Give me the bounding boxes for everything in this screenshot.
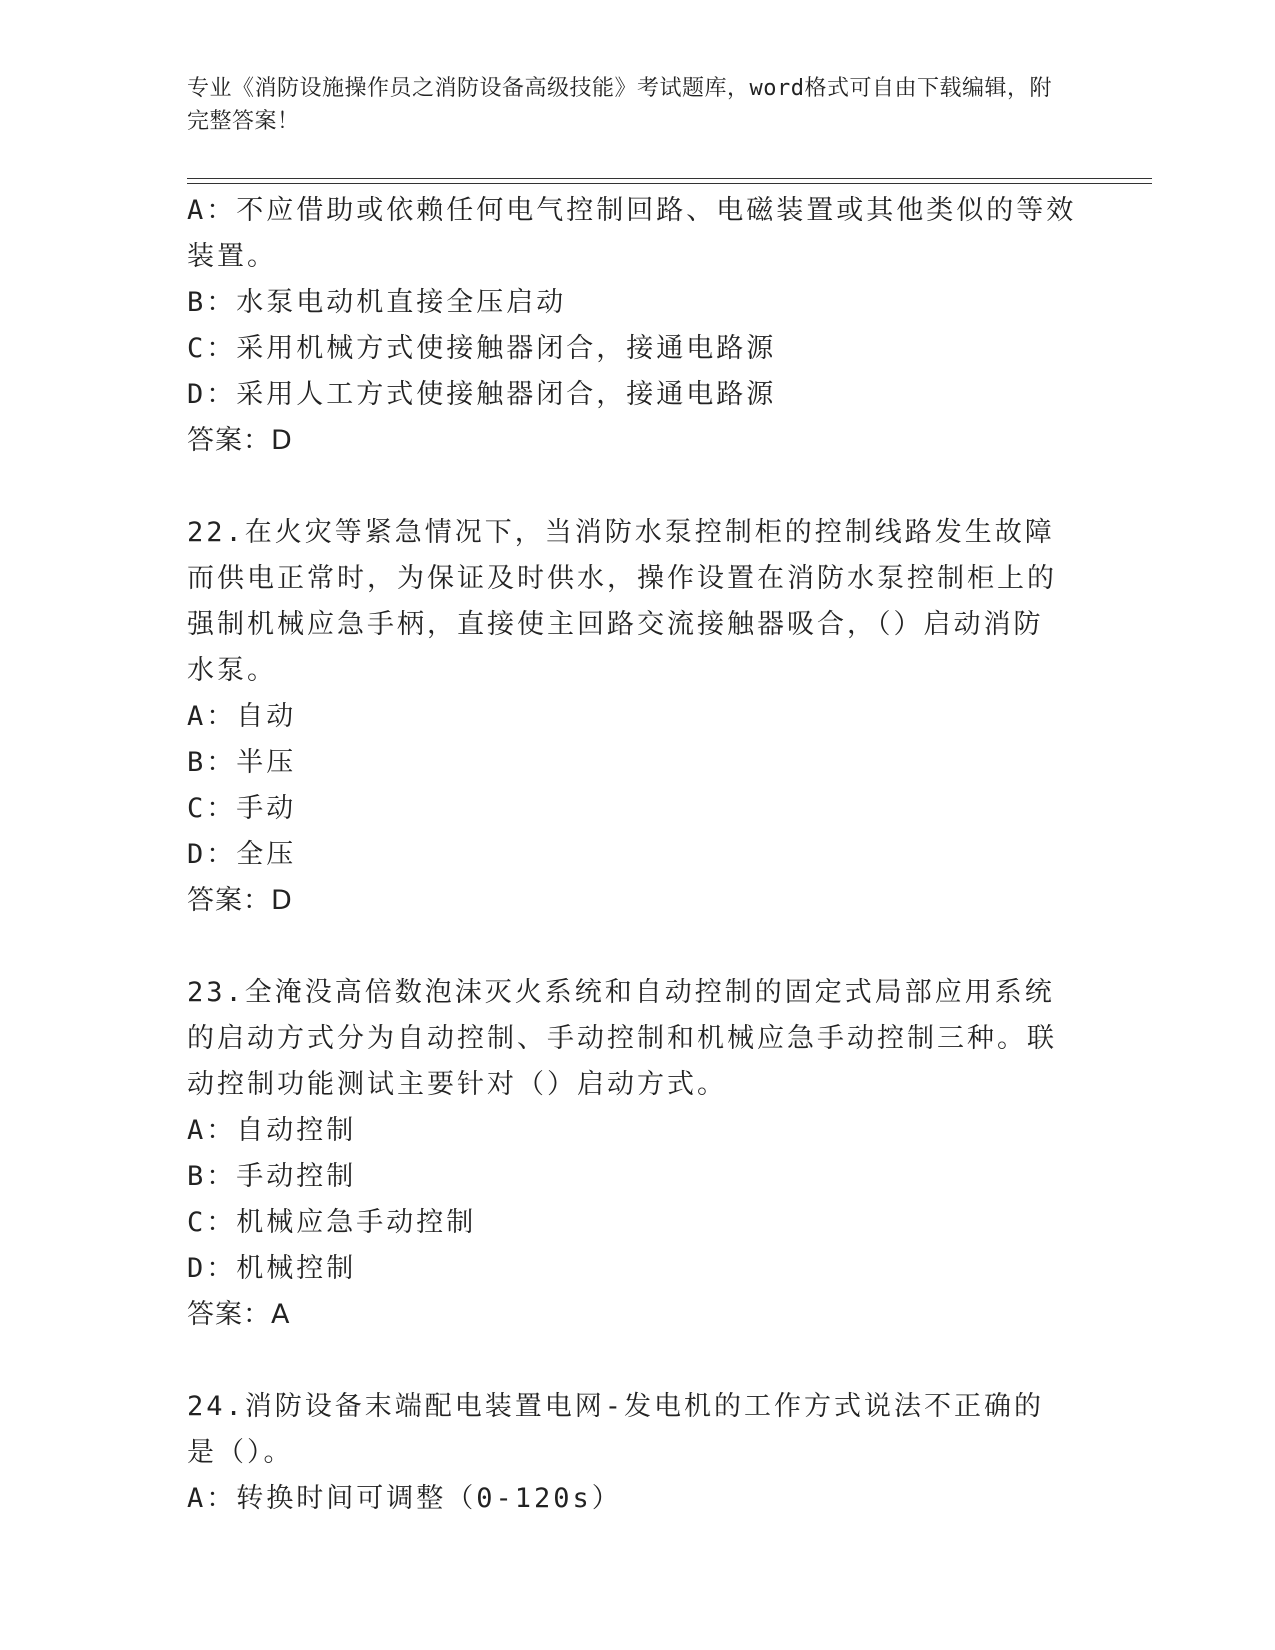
question-22 xyxy=(187,510,1087,924)
question-stem: 24.消防设备末端配电装置电网-发电机的工作方式说法不正确的是（）。 xyxy=(187,1391,1045,1468)
question-21-continued xyxy=(187,188,1087,464)
page-header: 专业《消防设施操作员之消防设备高级技能》考试题库，word格式可自由下载编辑，附完整答案！ xyxy=(187,76,1052,134)
header-divider-bottom xyxy=(187,183,1152,184)
exam-content xyxy=(187,188,1087,1522)
question-24 xyxy=(187,1384,1087,1522)
option-a: A：自动 xyxy=(187,701,297,732)
option-c: C：手动 xyxy=(187,793,297,824)
option-d: D：机械控制 xyxy=(187,1253,357,1284)
option-d: D：采用人工方式使接触器闭合，接通电路源 xyxy=(187,379,777,410)
option-b: B：半压 xyxy=(187,747,297,778)
spacer xyxy=(187,464,1087,510)
question-stem: 23.全淹没高倍数泡沫灭火系统和自动控制的固定式局部应用系统的启动方式分为自动控制、手动控制和机械应急手动控制三种。联动控制功能测试主要针对（）启动方式。 xyxy=(187,977,1057,1100)
option-b: B：水泵电动机直接全压启动 xyxy=(187,287,567,318)
header-divider-top xyxy=(187,178,1152,179)
answer: 答案：D xyxy=(187,425,293,456)
answer: 答案：A xyxy=(187,1299,291,1330)
option-a: A：不应借助或依赖任何电气控制回路、电磁装置或其他类似的等效装置。 xyxy=(187,195,1077,272)
question-stem: 22.在火灾等紧急情况下，当消防水泵控制柜的控制线路发生故障而供电正常时，为保证及时供水，操作设置在消防水泵控制柜上的强制机械应急手柄，直接使主回路交流接触器吸合，（）启动消防水泵。 xyxy=(187,517,1057,686)
spacer xyxy=(187,924,1087,970)
option-a: A：自动控制 xyxy=(187,1115,357,1146)
option-b: B：手动控制 xyxy=(187,1161,357,1192)
option-c: C：采用机械方式使接触器闭合，接通电路源 xyxy=(187,333,777,364)
spacer xyxy=(187,1338,1087,1384)
option-a: A：转换时间可调整（0-120s） xyxy=(187,1483,622,1514)
option-c: C：机械应急手动控制 xyxy=(187,1207,477,1238)
option-d: D：全压 xyxy=(187,839,297,870)
question-23 xyxy=(187,970,1087,1338)
answer: 答案：D xyxy=(187,885,293,916)
